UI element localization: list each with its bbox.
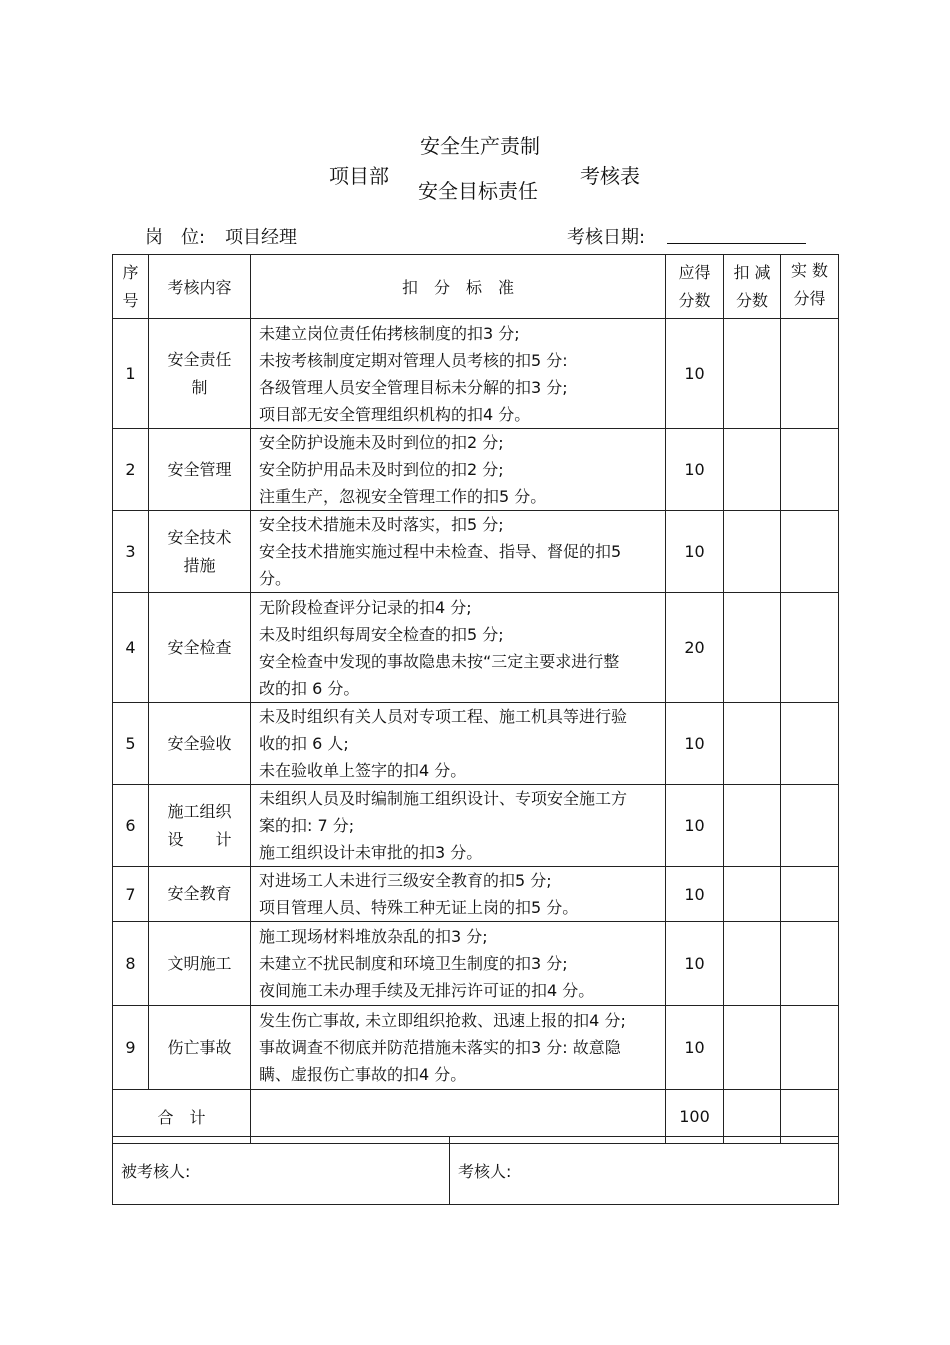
table-row [113, 593, 839, 703]
row-seq: 7 [113, 867, 149, 922]
row-actual[interactable] [781, 922, 839, 1006]
content-line: 文明施工 [167, 953, 232, 973]
standard-line: 未及时组织每周安全检查的扣5 分; [259, 624, 504, 644]
row-standard [251, 785, 666, 867]
row-content [149, 429, 251, 511]
standard-line: 各级管理人员安全管理目标未分解的扣3 分; [259, 377, 568, 397]
content-line: 安全管理 [167, 459, 232, 479]
row-deduct[interactable] [724, 867, 781, 922]
row-standard [251, 511, 666, 593]
content-line: 安全验收 [167, 733, 232, 753]
standard-line: 夜间施工未办理手续及无排污许可证的扣4 分。 [259, 981, 595, 1000]
col-deduct: 扣 减 分数 [724, 255, 781, 319]
row-seq: 8 [113, 922, 149, 1006]
table-row [113, 785, 839, 867]
row-score: 20 [666, 593, 724, 703]
content-line: 措施 [183, 555, 216, 575]
row-content [149, 1006, 251, 1090]
row-deduct[interactable] [724, 1006, 781, 1090]
title-right: 考核表 [580, 164, 640, 188]
col-standard: 扣 分 标 准 [251, 255, 666, 319]
row-score: 10 [666, 1006, 724, 1090]
row-score: 10 [666, 429, 724, 511]
standard-line: 未及时组织有关人员对专项工程、施工机具等进行验 [259, 707, 628, 726]
row-actual[interactable] [781, 1006, 839, 1090]
table-row [113, 511, 839, 593]
table-row [113, 319, 839, 429]
signature-table [112, 1136, 839, 1205]
title-left: 项目部 [329, 164, 389, 188]
header-row [113, 255, 839, 319]
table-row [113, 703, 839, 785]
content-line: 制 [191, 377, 208, 397]
row-standard [251, 1006, 666, 1090]
title-top: 安全生产责制 [420, 134, 540, 158]
col-content: 考核内容 [149, 255, 251, 319]
row-score: 10 [666, 785, 724, 867]
content-line: 伤亡事故 [167, 1037, 232, 1057]
col-score: 应得 分数 [666, 255, 724, 319]
standard-line: 事故调查不彻底并防范措施未落实的扣3 分: 故意隐 [259, 1038, 621, 1057]
row-standard [251, 593, 666, 703]
standard-line: 安全防护设施未及时到位的扣2 分; [259, 433, 504, 452]
content-line: 安全技术 [167, 527, 232, 547]
col-seq: 序 号 [113, 255, 149, 319]
row-seq: 9 [113, 1006, 149, 1090]
standard-line: 安全技术措施未及时落实，扣5 分; [259, 515, 504, 534]
row-standard [251, 922, 666, 1006]
row-seq: 1 [113, 319, 149, 429]
row-deduct[interactable] [724, 429, 781, 511]
row-seq: 2 [113, 429, 149, 511]
row-seq: 3 [113, 511, 149, 593]
row-deduct[interactable] [724, 593, 781, 703]
content-line: 安全责任 [167, 349, 232, 369]
row-actual[interactable] [781, 703, 839, 785]
content-line: 设 计 [167, 829, 232, 849]
standard-line: 未按考核制度定期对管理人员考核的扣5 分: [259, 350, 568, 370]
row-score: 10 [666, 922, 724, 1006]
standard-line: 安全技术措施实施过程中未检查、指导、督促的扣5 [259, 542, 622, 561]
standard-line: 施工现场材料堆放杂乱的扣3 分; [259, 927, 488, 946]
content-line: 施工组织 [167, 801, 232, 821]
row-standard [251, 867, 666, 922]
row-content [149, 867, 251, 922]
standard-line: 案的扣: 7 分; [259, 816, 355, 835]
total-score: 100 [666, 1090, 724, 1144]
row-score: 10 [666, 319, 724, 429]
row-actual[interactable] [781, 785, 839, 867]
row-content [149, 785, 251, 867]
standard-line: 安全防护用品未及时到位的扣2 分; [259, 460, 504, 479]
content-line: 安全教育 [167, 884, 232, 903]
assessor: 考核人: [450, 1137, 839, 1205]
row-content [149, 319, 251, 429]
standard-line: 未在验收单上签字的扣4 分。 [259, 761, 467, 780]
row-standard [251, 429, 666, 511]
row-actual[interactable] [781, 867, 839, 922]
row-score: 10 [666, 703, 724, 785]
standard-line: 未建立岗位责任佑拷核制度的扣3 分; [259, 323, 520, 343]
row-content [149, 703, 251, 785]
row-deduct[interactable] [724, 703, 781, 785]
row-deduct[interactable] [724, 922, 781, 1006]
row-actual[interactable] [781, 429, 839, 511]
row-actual[interactable] [781, 593, 839, 703]
standard-line: 对进场工人未进行三级安全教育的扣5 分; [259, 871, 552, 890]
table-row [113, 867, 839, 922]
row-seq: 4 [113, 593, 149, 703]
row-score: 10 [666, 867, 724, 922]
standard-line: 未建立不扰民制度和环境卫生制度的扣3 分; [259, 954, 568, 973]
row-actual[interactable] [781, 319, 839, 429]
standard-line: 项目部无安全管理组织机构的扣4 分。 [259, 404, 531, 424]
row-standard [251, 319, 666, 429]
standard-line: 施工组织设计未审批的扣3 分。 [259, 843, 483, 862]
standard-line: 收的扣 6 人; [259, 734, 349, 753]
row-deduct[interactable] [724, 785, 781, 867]
standard-line: 安全检查中发现的事故隐患未按“三定主要求进行整 [259, 651, 620, 671]
assessed-person: 被考核人: [113, 1137, 450, 1205]
date-label: 考核日期: [567, 227, 646, 248]
standard-line: 发生伤亡事故, 未立即组织抢救、迅速上报的扣4 分; [259, 1011, 626, 1030]
row-actual[interactable] [781, 511, 839, 593]
standard-line: 注重生产，忽视安全管理工作的扣5 分。 [259, 487, 547, 506]
standard-line: 项目管理人员、特殊工种无证上岗的扣5 分。 [259, 898, 579, 917]
table-row [113, 429, 839, 511]
row-seq: 5 [113, 703, 149, 785]
row-seq: 6 [113, 785, 149, 867]
table-row [113, 922, 839, 1006]
standard-line: 瞒、虚报伤亡事故的扣4 分。 [259, 1065, 467, 1084]
row-content [149, 922, 251, 1006]
title-bottom: 安全目标责任 [418, 179, 538, 203]
row-content [149, 593, 251, 703]
row-deduct[interactable] [724, 511, 781, 593]
standard-line: 分。 [259, 569, 292, 588]
position-value: 项目经理 [225, 227, 297, 248]
position-label: 岗 位: [145, 227, 206, 248]
standard-line: 改的扣 6 分。 [259, 678, 360, 698]
row-deduct[interactable] [724, 319, 781, 429]
col-actual: 实 数 分得 [781, 255, 839, 319]
standard-line: 无阶段检查评分记录的扣4 分; [259, 597, 472, 617]
assessment-table [112, 254, 839, 1144]
date-underline [667, 243, 806, 244]
table-row [113, 1006, 839, 1090]
row-standard [251, 703, 666, 785]
standard-line: 未组织人员及时编制施工组织设计、专项安全施工方 [259, 789, 628, 808]
content-line: 安全检查 [167, 637, 232, 657]
row-score: 10 [666, 511, 724, 593]
total-label: 合 计 [113, 1090, 251, 1144]
row-content [149, 511, 251, 593]
